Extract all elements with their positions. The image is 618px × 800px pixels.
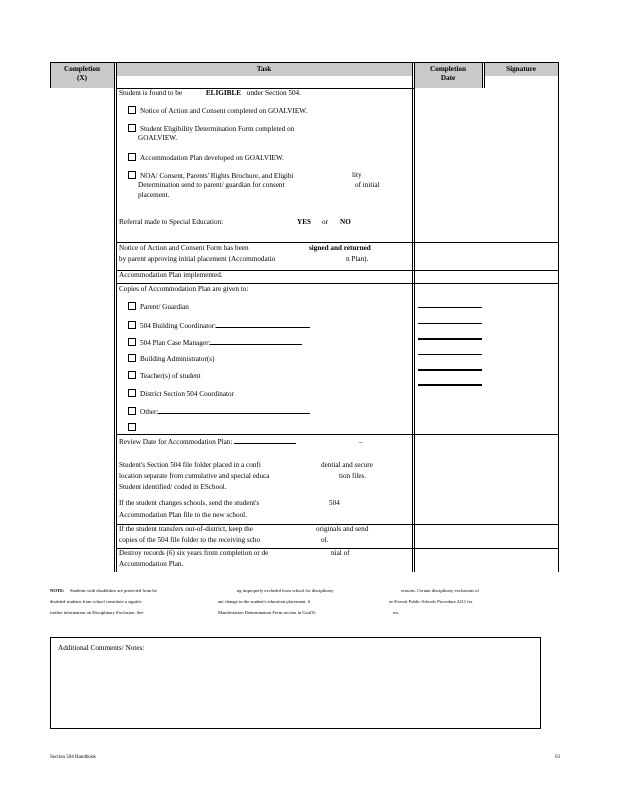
header-completion-label: Completion bbox=[64, 65, 100, 73]
note-line2c: ee Everett Public Schools Procedure 2211 for bbox=[389, 599, 473, 604]
header-date-label: Completion bbox=[430, 65, 466, 73]
footer-page-number: 63 bbox=[555, 755, 560, 760]
signature-line[interactable] bbox=[418, 384, 482, 386]
file-folder-line1-end: dential and secure bbox=[321, 461, 373, 469]
noa-consent-end: lity bbox=[352, 171, 362, 179]
note-line1c: reasons. Certain disciplinary exclusions of bbox=[401, 588, 479, 593]
school-change-line1-end: 504 bbox=[329, 499, 340, 507]
header-date-label-2: Date bbox=[440, 74, 456, 82]
checklist-item-eligibility-form-cont: GOALVIEW. bbox=[138, 134, 178, 142]
consent-form-line2: by parent approving initial placement (Accommodatio bbox=[119, 255, 276, 263]
review-date-blank[interactable] bbox=[234, 436, 296, 444]
noa-consent-line2: Determination send to parent/ guardian for consent bbox=[138, 181, 285, 189]
checkbox-icon[interactable] bbox=[128, 302, 136, 310]
transfer-line2-end: ol. bbox=[321, 536, 329, 544]
case-manager-blank[interactable] bbox=[210, 337, 302, 345]
checklist-item-noa[interactable]: Notice of Action and Consent completed on GOALVIEW. bbox=[128, 106, 307, 117]
copy-item-parent[interactable]: Parent/ Guardian bbox=[128, 302, 189, 313]
checklist-item-accommodation-plan[interactable]: Accommodation Plan developed on GOALVIEW. bbox=[128, 153, 284, 164]
note-line3b: Manifestation Determination Form section in GoalVi bbox=[218, 610, 316, 615]
eligible-keyword: ELIGIBLE bbox=[205, 89, 242, 97]
copy-item-case-manager[interactable]: 504 Plan Case Manager: bbox=[128, 337, 302, 349]
checkbox-icon[interactable] bbox=[128, 389, 136, 397]
note-line1b: ng improperly excluded from school for disciplinary bbox=[237, 588, 334, 593]
transfer-line2: copies of the 504 file folder to the receiving scho bbox=[119, 536, 261, 544]
copy-item-blank[interactable] bbox=[128, 423, 140, 434]
copy-item-district-coordinator[interactable]: District Section 504 Coordinator bbox=[128, 389, 234, 400]
note-line2b: ant change in the student's education placement. S bbox=[218, 599, 311, 604]
checkbox-icon[interactable] bbox=[128, 124, 136, 132]
referral-yes[interactable]: YES bbox=[297, 218, 311, 226]
referral-or: or bbox=[322, 218, 328, 226]
header-task-label: Task bbox=[256, 65, 272, 73]
footer-handbook-title: Section 504 Handbook bbox=[50, 755, 96, 760]
checkbox-icon[interactable] bbox=[128, 171, 136, 179]
destroy-records-line1-end: nial of bbox=[331, 549, 350, 557]
referral-label: Referral made to Special Education: bbox=[119, 218, 224, 226]
checkbox-icon[interactable] bbox=[128, 321, 136, 329]
signature-line[interactable] bbox=[418, 338, 482, 340]
checkbox-icon[interactable] bbox=[128, 153, 136, 161]
building-coordinator-blank[interactable] bbox=[216, 320, 310, 328]
comments-label: Additional Comments/ Notes: bbox=[58, 644, 145, 652]
checkbox-icon[interactable] bbox=[128, 106, 136, 114]
note-line2a: disabled students from school constitute a signific bbox=[50, 599, 142, 604]
signature-line[interactable] bbox=[418, 369, 482, 371]
destroy-records-line1: Destroy records (6) six years from completion or de bbox=[119, 549, 269, 557]
other-blank[interactable] bbox=[158, 406, 310, 414]
consent-form-line2-end: n Plan). bbox=[346, 255, 369, 263]
school-change-line1: If the student changes schools, send the student's bbox=[119, 499, 260, 507]
plan-implemented: Accommodation Plan implemented. bbox=[119, 271, 223, 279]
consent-form-signed: signed and returned bbox=[309, 244, 371, 252]
file-folder-line2: location separate from cumulative and special educa bbox=[119, 472, 270, 480]
transfer-line1-end: originals and send bbox=[316, 525, 369, 533]
checkbox-icon[interactable] bbox=[128, 338, 136, 346]
note-line1a: Students with disabilities are protected from be bbox=[70, 588, 157, 593]
copy-item-teachers[interactable]: Teacher(s) of student bbox=[128, 371, 201, 382]
checklist-item-eligibility-form[interactable]: Student Eligibility Determination Form completed on bbox=[128, 124, 294, 135]
destroy-records-line2: Accommodation Plan. bbox=[119, 560, 184, 568]
eligible-intro: Student is found to be ELIGIBLE under Section 504. bbox=[119, 89, 301, 97]
header-completion-x: (X) bbox=[77, 74, 87, 82]
header-signature-label: Signature bbox=[506, 65, 536, 73]
copy-item-building-admin[interactable]: Building Administrator(s) bbox=[128, 354, 214, 365]
checkbox-icon[interactable] bbox=[128, 354, 136, 362]
noa-consent-line3: placement. bbox=[138, 191, 170, 199]
signature-line[interactable] bbox=[418, 307, 482, 308]
noa-consent-line2-end: of initial bbox=[355, 181, 380, 189]
copy-item-building-coordinator[interactable]: 504 Building Coordinator: bbox=[128, 320, 310, 332]
copies-intro: Copies of Accommodation Plan are given to: bbox=[119, 285, 249, 293]
note-label: NOTE: bbox=[50, 588, 65, 593]
school-change-line2: Accommodation Plan file to the new school. bbox=[119, 511, 247, 519]
note-line3a: further information on Disciplinary Exclusion. See bbox=[50, 610, 144, 615]
checkbox-icon[interactable] bbox=[128, 407, 136, 415]
file-folder-line3: Student identified/ coded in ESchool. bbox=[119, 483, 227, 491]
checkbox-icon[interactable] bbox=[128, 423, 136, 431]
signature-line[interactable] bbox=[418, 323, 482, 324]
copy-item-other[interactable]: Other: bbox=[128, 406, 310, 418]
review-date-dash: _ bbox=[359, 436, 363, 444]
signature-line[interactable] bbox=[418, 354, 482, 355]
consent-form-line1: Notice of Action and Consent Form has been bbox=[119, 244, 249, 252]
review-date[interactable]: Review Date for Accommodation Plan: bbox=[119, 436, 296, 448]
file-folder-line1: Student's Section 504 file folder placed in a confi bbox=[119, 461, 261, 469]
transfer-line1: If the student transfers out-of-district, keep the bbox=[119, 525, 253, 533]
checkbox-icon[interactable] bbox=[128, 371, 136, 379]
checklist-item-noa-consent[interactable]: NOA/ Consent, Parents' Rights Brochure, and Eligibi bbox=[128, 171, 293, 182]
file-folder-line2-end: tion files. bbox=[339, 472, 367, 480]
referral-no[interactable]: NO bbox=[340, 218, 351, 226]
note-line3c: ew. bbox=[393, 610, 400, 615]
